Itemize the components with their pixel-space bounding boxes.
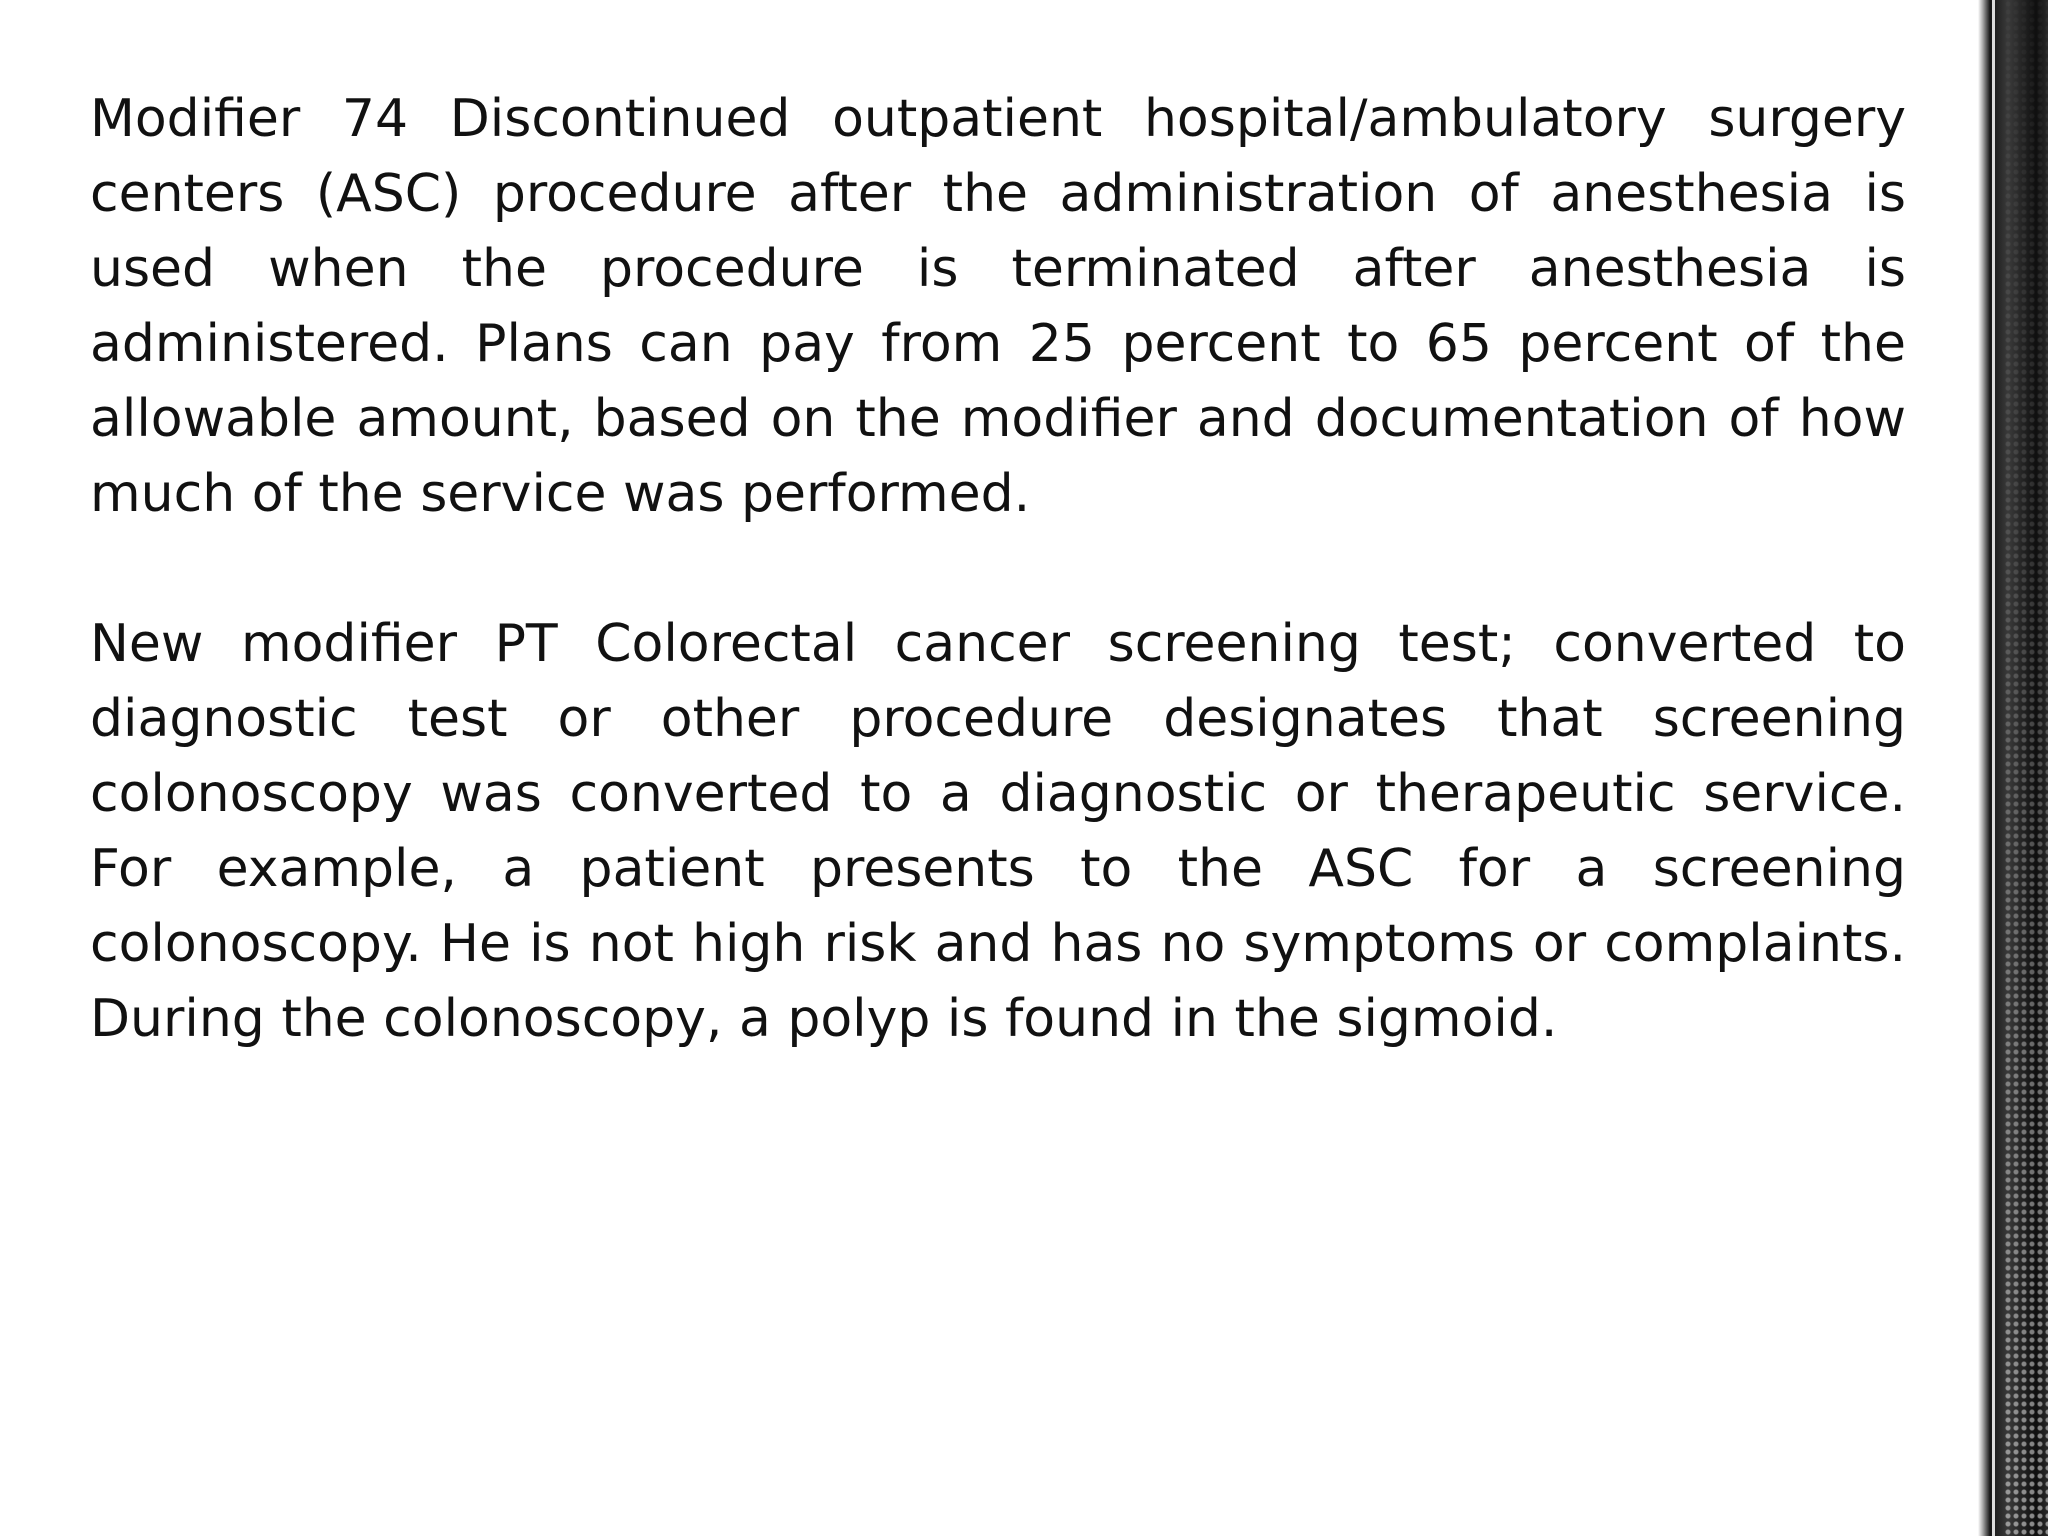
- paragraph-modifier-pt: New modifier PT Colorectal cancer screening test; converted to diagnostic test or other procedure designates that screening colonoscopy was converted to a diagnostic or therapeutic service. For example, a patient presents to the ASC for a screening colonoscopy. He is not high risk and has no symptoms or complaints. During the colonoscopy, a polyp is found in the sigmoid.: [90, 614, 1906, 1049]
- slide-body-text: [90, 82, 1906, 1057]
- paragraph-modifier-74: Modifier 74 Discontinued outpatient hospital/ambulatory surgery centers (ASC) procedure after the administration of anesthesia is used when the procedure is terminated after anesthesia is administered. Plans can pay from 25 percent to 65 percent of the allowable amount, based on the modifier and documentation of how much of the service was performed.: [90, 89, 1906, 524]
- side-border-texture: [2004, 0, 2048, 1536]
- decorative-side-border: [1978, 0, 2048, 1536]
- side-border-line: [1992, 0, 1995, 1536]
